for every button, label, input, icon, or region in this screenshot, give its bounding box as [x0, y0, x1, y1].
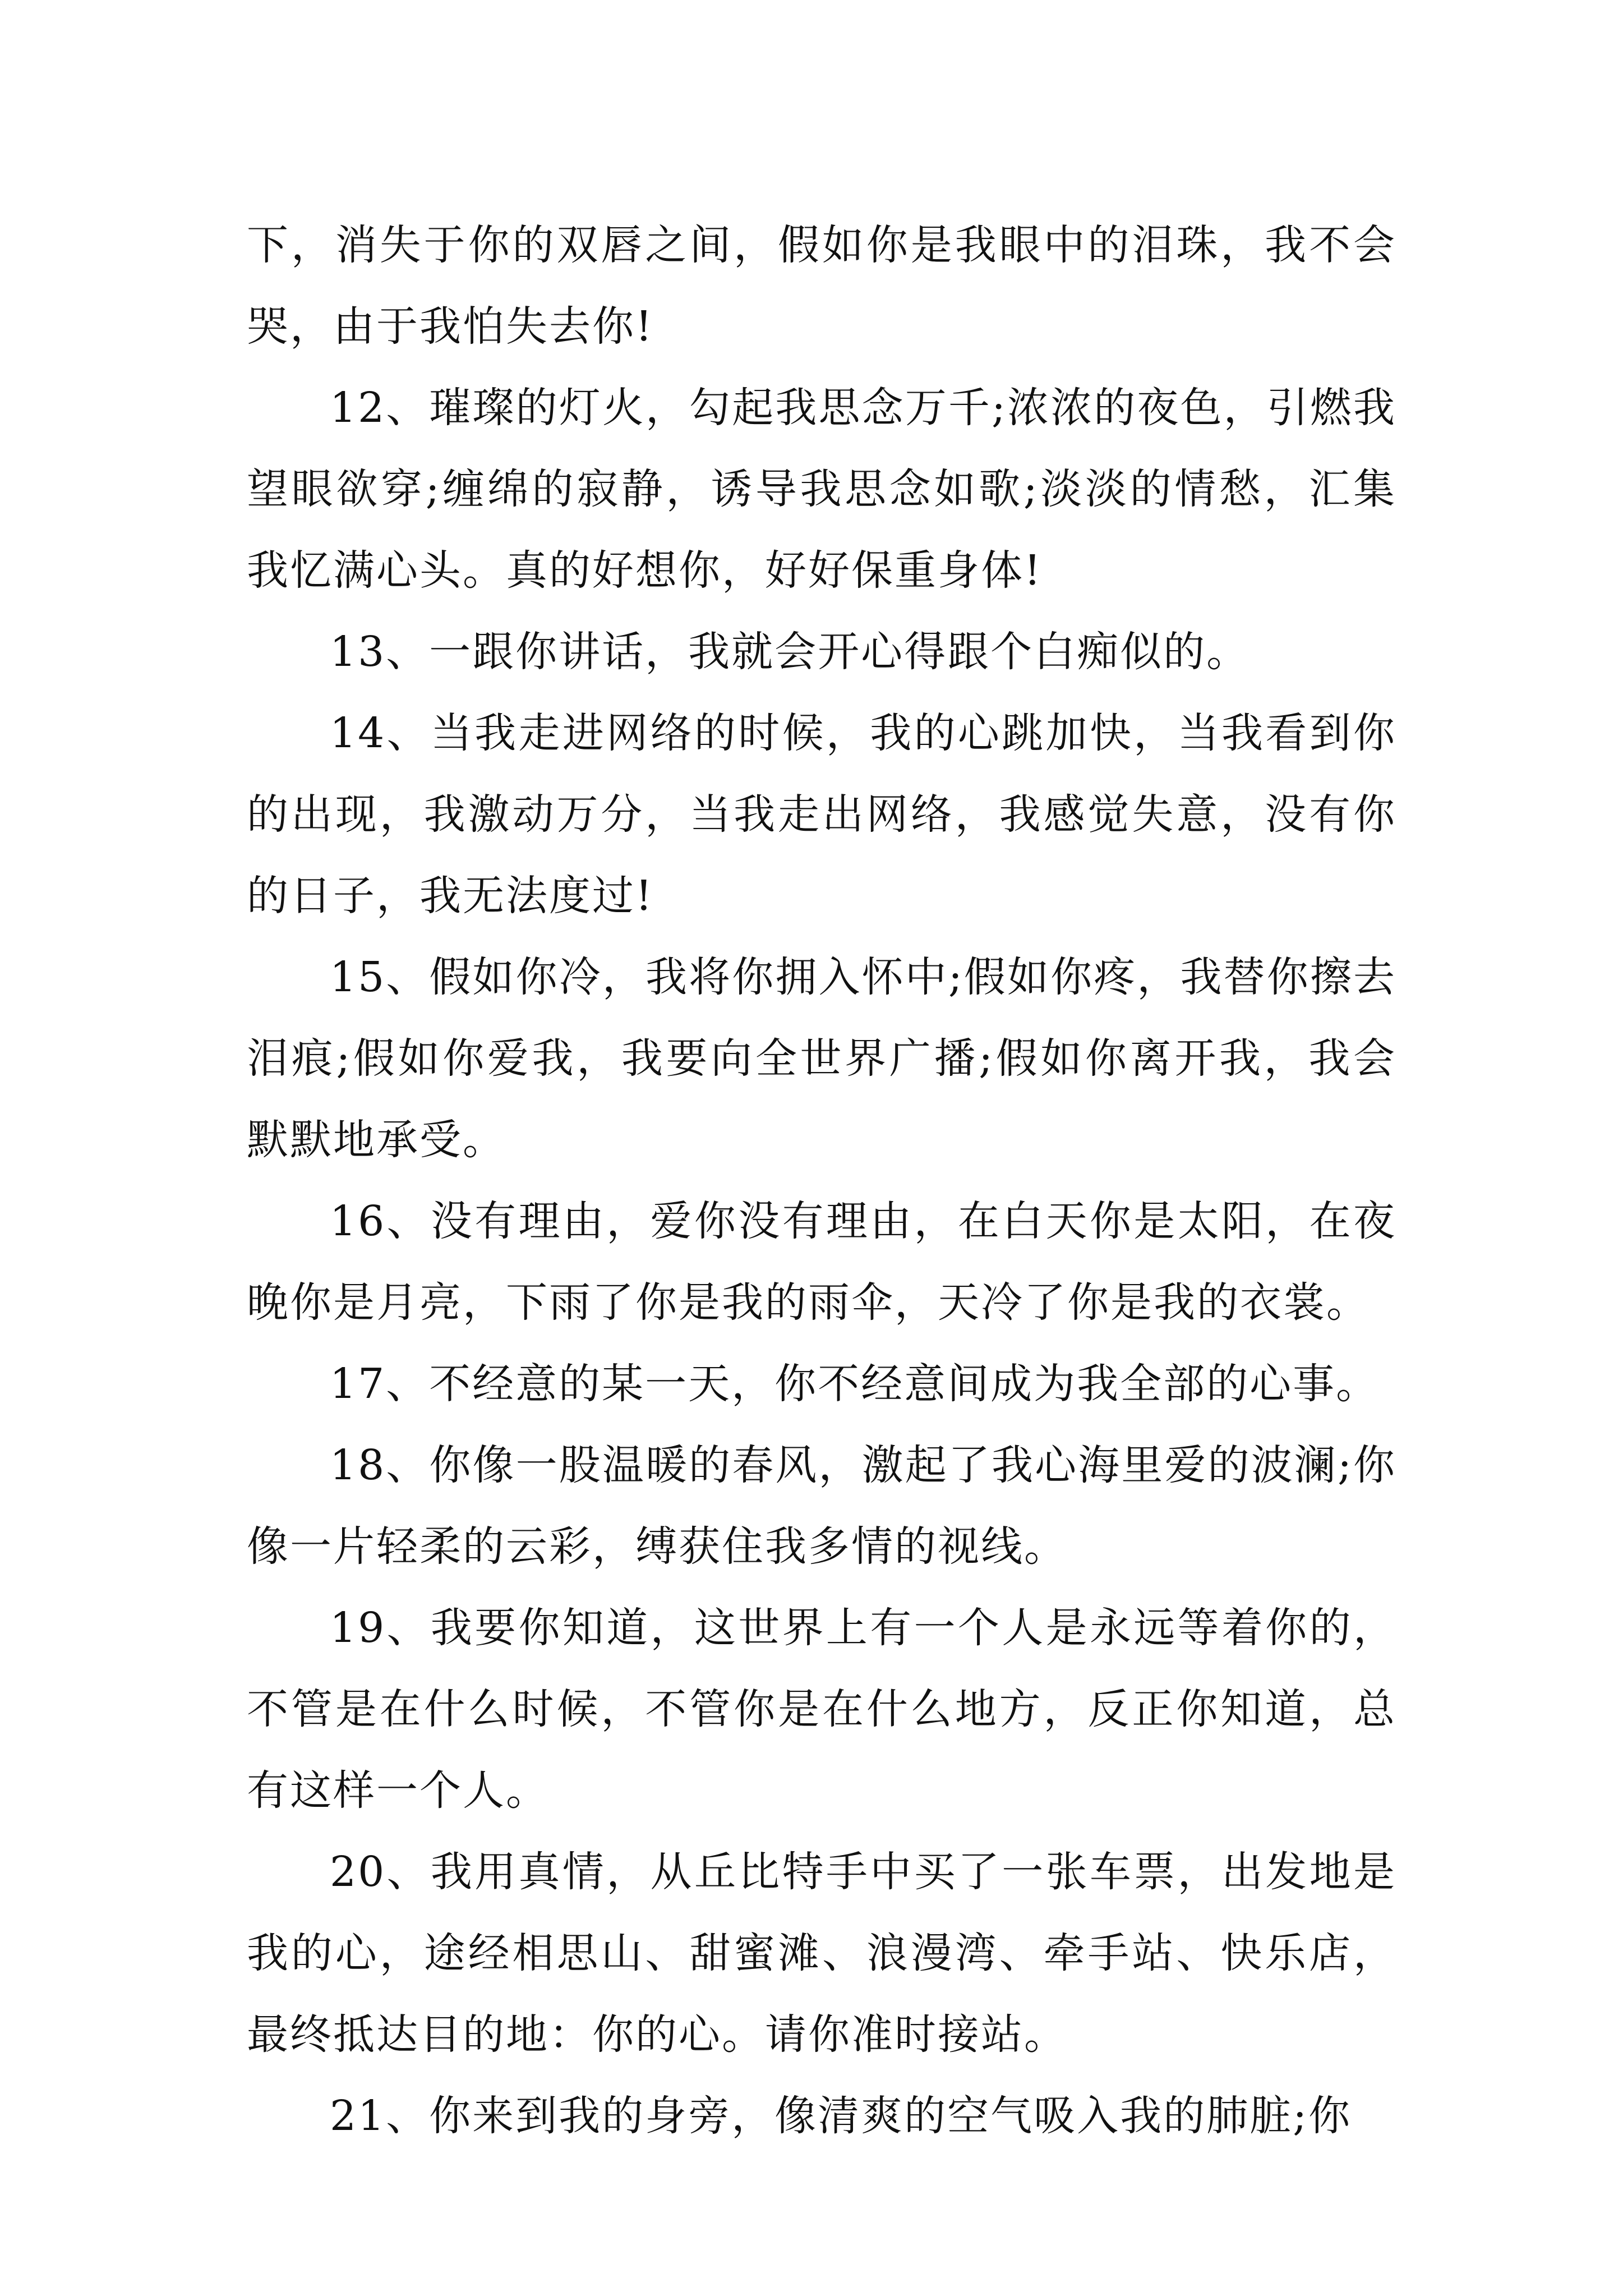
paragraph-18: 18、你像一股温暖的春风，激起了我心海里爱的波澜;你像一片轻柔的云彩，缚获住我多情的视线。	[247, 1441, 1396, 1571]
paragraph-13: 13、一跟你讲话，我就会开心得跟个白痴似的。	[330, 628, 1250, 676]
paragraph-continuation: 下，消失于你的双唇之间，假如你是我眼中的泪珠，我不会哭，由于我怕失去你!	[247, 221, 1396, 351]
paragraph-17: 17、不经意的某一天，你不经意间成为我全部的心事。	[330, 1360, 1380, 1408]
paragraph-15: 15、假如你冷，我将你拥入怀中;假如你疼，我替你擦去泪痕;假如你爱我，我要向全世界广播;假如你离开我，我会默默地承受。	[247, 953, 1396, 1164]
paragraph-21: 21、你来到我的身旁，像清爽的空气吸入我的肺脏;你	[330, 2092, 1352, 2140]
paragraph-19: 19、我要你知道，这世界上有一个人是永远等着你的，不管是在什么时候，不管你是在什么地方，反正你知道，总有这样一个人。	[247, 1604, 1396, 1815]
paragraph-16: 16、没有理由，爱你没有理由，在白天你是太阳，在夜晚你是月亮，下雨了你是我的雨伞，天冷了你是我的衣裳。	[247, 1197, 1396, 1327]
paragraph-14: 14、当我走进网络的时候，我的心跳加快，当我看到你的出现，我激动万分，当我走出网络，我感觉失意，没有你的日子，我无法度过!	[247, 709, 1396, 920]
paragraph-12: 12、璀璨的灯火，勾起我思念万千;浓浓的夜色，引燃我望眼欲穿;缠绵的寂静，诱导我思念如歌;淡淡的情愁，汇集我忆满心头。真的好想你，好好保重身体!	[247, 384, 1396, 595]
body-text	[247, 205, 1396, 2157]
paragraph-20: 20、我用真情，从丘比特手中买了一张车票，出发地是我的心，途经相思山、甜蜜滩、浪漫湾、牵手站、快乐店，最终抵达目的地：你的心。请你准时接站。	[247, 1848, 1396, 2059]
